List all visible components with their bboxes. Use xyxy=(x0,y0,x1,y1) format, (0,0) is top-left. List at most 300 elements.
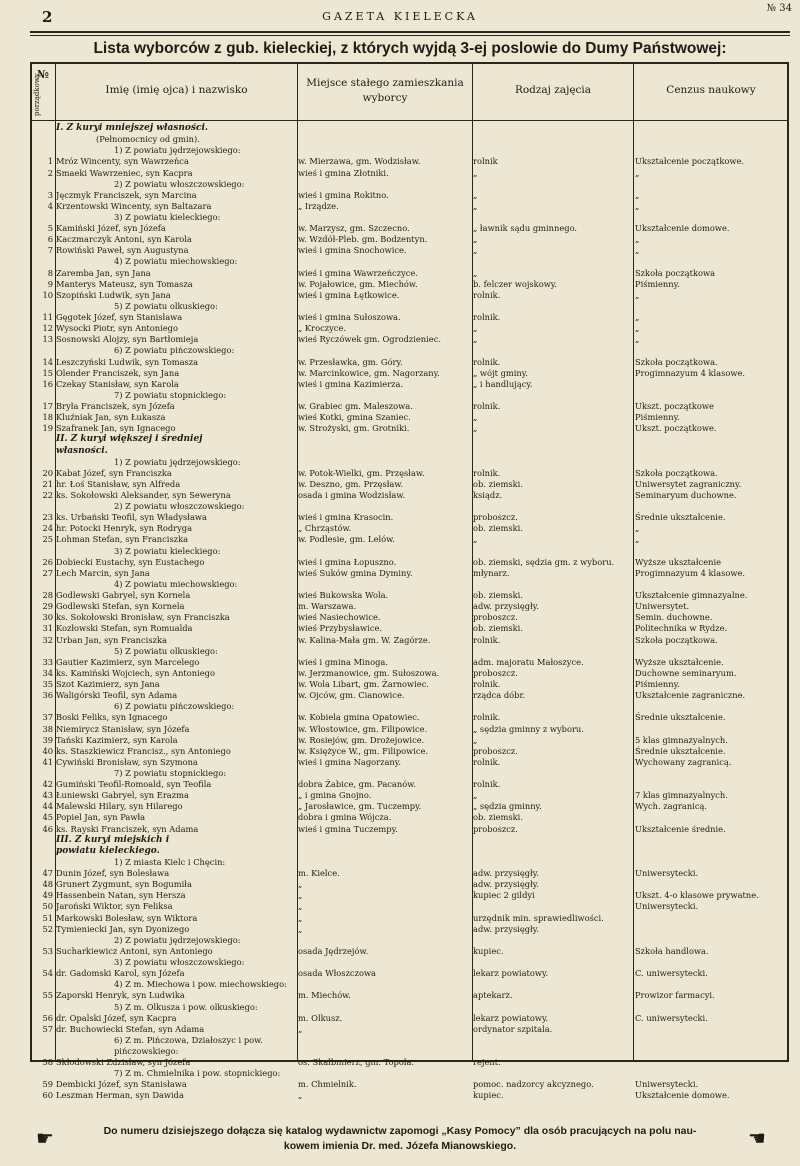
voter-name: Boski Feliks, syn Ignacego xyxy=(56,712,168,723)
page-number: 2 xyxy=(42,8,53,26)
district-title: 2) Z powiatu włoszczowskiego: xyxy=(114,501,245,512)
row-number: 43 xyxy=(42,790,53,801)
district-title: 4) Z m. Miechowa i pow. miechowskiego: xyxy=(114,979,287,990)
table-row xyxy=(31,824,788,835)
table-row xyxy=(31,801,788,812)
occupation: pomoc. nadzorcy akcyznego. xyxy=(473,1079,594,1090)
table-row xyxy=(31,1090,788,1101)
row-number: 55 xyxy=(42,990,53,1001)
table-row xyxy=(31,156,788,167)
table-row xyxy=(31,412,788,423)
education-census: Seminaryum duchowne. xyxy=(635,490,737,500)
voter-name: Leszczyński Ludwik, syn Tomasza xyxy=(56,356,199,367)
column-header-number xyxy=(31,64,55,118)
voter-name: Gęgotek Józef, syn Stanisława xyxy=(56,312,183,322)
table-row xyxy=(31,612,788,623)
subsection-heading xyxy=(31,256,788,267)
voter-name: ks. Rayski Franciszek, syn Adama xyxy=(56,823,199,834)
table-row xyxy=(31,590,788,601)
header-rule-thin xyxy=(30,35,790,36)
education-census: Piśmienny. xyxy=(635,278,680,289)
occupation: ksiądz. xyxy=(473,490,503,500)
education-census: Średnie ukształcenie. xyxy=(635,512,726,523)
row-number: 41 xyxy=(42,756,53,767)
district-title: 5) Z powiatu olkuskiego: xyxy=(114,645,218,656)
education-census: Średnie ukształcenie. xyxy=(635,745,726,756)
table-row xyxy=(31,790,788,801)
education-census: Uniwersytecki. xyxy=(635,901,699,912)
district-title: 1) Z powiatu jędrzejowskiego: xyxy=(114,456,241,467)
row-number: 12 xyxy=(42,323,53,334)
row-number: 21 xyxy=(42,478,53,489)
list-title: Lista wyborców z gub. kieleckiej, z których wyjdą 3-ej poslowie do Dumy Państwowej: xyxy=(93,40,727,57)
residence: „ xyxy=(298,901,303,912)
occupation: proboszcz. xyxy=(473,823,518,834)
section-title: własności. xyxy=(56,445,108,456)
residence: w. Ojców, gm. Cianowice. xyxy=(298,690,405,701)
residence: wieś i gmina Złotniki. xyxy=(298,167,389,178)
education-census: „ xyxy=(635,523,640,534)
residence: w. Księżyce W., gm. Filipowice. xyxy=(298,745,429,756)
education-census: Uniwersytet zagraniczny. xyxy=(635,478,742,489)
occupation: ob. ziemski, sędzia gm. z wyboru. xyxy=(473,556,615,567)
education-census: „ xyxy=(635,245,640,256)
district-title: (Pełnomocnicy od gmin). xyxy=(96,134,200,145)
voter-name: Krzentowski Wincenty, syn Baltazara xyxy=(56,200,212,211)
voter-name: Dembicki Józef, syn Stanisława xyxy=(56,1079,187,1090)
occupation: ob. ziemski. xyxy=(473,478,523,489)
district-title: 4) Z powiatu miechowskiego: xyxy=(114,256,238,267)
voter-name: dr. Buchowiecki Stefan, syn Adama xyxy=(56,1023,205,1034)
row-number: 19 xyxy=(42,423,53,434)
voter-name: ks. Sokołowski Aleksander, syn Seweryna xyxy=(56,490,231,500)
subsection-heading xyxy=(31,179,788,190)
row-number: 57 xyxy=(42,1023,53,1034)
residence: w. Wzdół-Pleb. gm. Bodzentyn. xyxy=(298,234,428,245)
district-title: 1) Z miasta Kielc i Chęcin: xyxy=(114,856,226,867)
district-title: pińczowskiego: xyxy=(114,1046,179,1056)
row-number: 13 xyxy=(42,334,53,345)
table-row xyxy=(31,523,788,534)
residence: w. Podlesie, gm. Lelów. xyxy=(298,534,395,545)
residence: wieś i gmina Minoga. xyxy=(298,656,388,667)
occupation: „ wójt gminy. xyxy=(473,367,528,378)
subsection-heading xyxy=(31,390,788,401)
table-row xyxy=(31,724,788,735)
education-census: Duchowne seminaryum. xyxy=(635,667,737,678)
residence: „ Chrząstów. xyxy=(298,523,352,534)
residence: w. Strożyski, gm. Grotniki. xyxy=(298,423,410,434)
column-header-name: Imię (imię ojca) i nazwisko xyxy=(105,84,248,97)
education-census: Ukształcenie zagraniczne. xyxy=(635,690,746,701)
subsection-heading xyxy=(31,957,788,968)
occupation: „ i handlujący. xyxy=(473,378,533,389)
education-census: Uniwersytecki. xyxy=(635,868,699,878)
voter-name: Sucharkiewicz Antoni, syn Antoniego xyxy=(56,945,213,956)
voter-name: Kluźniak Jan, syn Łukasza xyxy=(56,412,166,423)
voter-name: Grunert Zygmunt, syn Bogumiła xyxy=(56,879,192,890)
row-number: 59 xyxy=(42,1079,53,1090)
education-census: „ xyxy=(635,189,640,200)
education-census: Szkoła początkowa xyxy=(635,267,716,278)
pointing-hand-icon: ☛ xyxy=(36,1126,54,1150)
occupation: kupiec 2 gildyi xyxy=(473,890,535,901)
residence: w. Jerzmanowice, gm. Sułoszowa. xyxy=(298,667,440,678)
residence: wieś i gmina Łopuszno. xyxy=(298,556,397,567)
table-row xyxy=(31,334,788,345)
education-census: „ xyxy=(635,323,640,334)
residence: „ xyxy=(298,1023,303,1034)
occupation: adm. majoratu Małoszyce. xyxy=(473,656,584,667)
row-number: 28 xyxy=(42,590,53,600)
voter-name: Kaczmarczyk Antoni, syn Karola xyxy=(56,234,192,245)
voter-name: Jaroński Wiktor, syn Feliksa xyxy=(56,901,173,912)
education-census: Progimnazyum 4 klasowe. xyxy=(635,567,746,578)
occupation: „ xyxy=(473,245,478,256)
footer-line: kowem imienia Dr. med. Józefa Mianowskiego. xyxy=(283,1140,517,1152)
occupation: adw. przysięgły. xyxy=(473,601,540,612)
residence: wieś Bukowska Wola. xyxy=(298,590,389,600)
district-title: 5) Z powiatu olkuskiego: xyxy=(114,300,218,311)
voter-name: dr. Opalski Józef, syn Kacpra xyxy=(56,1012,177,1023)
occupation: rolnik. xyxy=(473,356,501,367)
residence: wieś Ryczówek gm. Ogrodzieniec. xyxy=(298,334,442,345)
subsection-heading xyxy=(31,546,788,557)
occupation: „ xyxy=(473,534,478,545)
district-title: 7) Z powiatu stopnickiego: xyxy=(114,389,227,400)
row-number: 3 xyxy=(47,189,53,200)
occupation: rejent. xyxy=(473,1057,501,1068)
voter-name: Bryła Franciszek, syn Józefa xyxy=(56,401,175,411)
subsection-heading xyxy=(31,457,788,468)
newspaper-title: GAZETA KIELECKA xyxy=(322,10,478,23)
education-census: Ukszt. 4-o klasowe prywatne. xyxy=(635,890,759,901)
education-census: „ xyxy=(635,167,640,178)
table-row xyxy=(31,757,788,768)
row-number: 14 xyxy=(42,356,53,367)
number-subheader: porządkowy xyxy=(33,73,41,116)
row-number: 52 xyxy=(42,923,53,934)
row-number: 33 xyxy=(42,656,53,667)
residence: osada Włoszczowa xyxy=(298,968,376,979)
residence: w. Potok-Wielki, gm. Przęsław. xyxy=(298,467,425,478)
table-row xyxy=(31,401,788,412)
table-row xyxy=(31,223,788,234)
occupation: ob. ziemski. xyxy=(473,812,523,823)
table-row xyxy=(31,1024,788,1035)
occupation: lekarz powiatowy. xyxy=(473,1012,549,1023)
education-census: C. uniwersytecki. xyxy=(635,968,708,979)
table-row xyxy=(31,635,788,646)
district-title: 3) Z powiatu włoszczowskiego: xyxy=(114,957,245,967)
district-title: 3) Z powiatu kieleckiego: xyxy=(114,212,221,222)
section-heading xyxy=(31,846,788,857)
column-header-census: Cenzus naukowy xyxy=(666,84,756,97)
pointing-hand-icon: ☚ xyxy=(748,1126,766,1150)
row-number: 10 xyxy=(42,289,53,300)
table-row xyxy=(31,490,788,501)
row-number: 1 xyxy=(47,156,53,167)
education-census: 7 klas gimnazyalnych. xyxy=(635,790,728,801)
residence: w. Grabiec gm. Maleszowa. xyxy=(298,401,413,411)
row-number: 5 xyxy=(47,223,53,234)
education-census: Średnie ukształcenie. xyxy=(635,712,726,723)
voter-name: Łuniewski Gabryel, syn Erazma xyxy=(56,790,189,801)
residence: wieś Nasiechowice. xyxy=(298,612,381,623)
district-title: 6) Z powiatu pińczowskiego: xyxy=(114,345,235,356)
occupation: „ xyxy=(473,200,478,211)
section-heading xyxy=(31,835,788,846)
table-row xyxy=(31,512,788,523)
table-row xyxy=(31,1013,788,1024)
row-number: 6 xyxy=(47,234,53,245)
voter-name: ks. Staszkiewicz Francisz., syn Antoniego xyxy=(56,745,231,756)
table-row xyxy=(31,879,788,890)
voter-name: Zaremba Jan, syn Jana xyxy=(56,267,151,278)
residence: w. Rosiejów, gm. Drożejowice. xyxy=(298,734,425,745)
table-row xyxy=(31,168,788,179)
residence: wieś i gmina Łętkowice. xyxy=(298,289,400,300)
occupation: „ xyxy=(473,423,478,434)
row-number: 26 xyxy=(42,556,53,567)
voter-name: Mróz Wincenty, syn Wawrzeńca xyxy=(56,156,189,167)
table-row xyxy=(31,245,788,256)
table-row xyxy=(31,946,788,957)
residence: w. Marzysz, gm. Szczecno. xyxy=(298,223,410,234)
occupation: adw. przysięgły. xyxy=(473,868,540,878)
table-row xyxy=(31,312,788,323)
table-row xyxy=(31,357,788,368)
subsection-heading xyxy=(31,345,788,356)
education-census: Wychowany zagranicą. xyxy=(635,756,732,767)
voter-name: Hassenbein Natan, syn Hersza xyxy=(56,890,186,901)
voter-name: Lohman Stefan, syn Franciszka xyxy=(56,534,189,545)
row-number: 29 xyxy=(42,601,53,612)
voter-name: Zaporski Henryk, syn Ludwika xyxy=(56,990,185,1001)
occupation: proboszcz. xyxy=(473,612,518,623)
education-census: „ xyxy=(635,334,640,345)
voter-name: Manterys Mateusz, syn Tomasza xyxy=(56,278,193,289)
voter-name: Wysocki Piotr, syn Antoniego xyxy=(56,323,178,334)
row-number: 54 xyxy=(42,968,53,979)
voter-name: Gumiński Teofil-Romoald, syn Teofila xyxy=(56,779,212,790)
residence: w. Przesławka, gm. Góry. xyxy=(298,356,403,367)
voter-name: Malewski Hilary, syn Hilarego xyxy=(56,801,183,812)
footer-notice xyxy=(0,1124,800,1164)
section-title: I. Z kuryi mniejszej własności. xyxy=(56,123,208,133)
occupation: adw. przysięgły. xyxy=(473,879,540,890)
voter-name: Kabat Józef, syn Franciszka xyxy=(56,467,172,478)
residence: dobra Żabice, gm. Pacanów. xyxy=(298,779,416,790)
education-census: Wych. zagranicą. xyxy=(635,801,708,812)
row-number: 27 xyxy=(42,567,53,578)
subsection-heading xyxy=(31,646,788,657)
residence: „ Irządze. xyxy=(298,200,339,211)
voter-name: hr. Potocki Henryk, syn Rodryga xyxy=(56,523,193,534)
residence: „ xyxy=(298,912,303,923)
voter-name: Tymieniecki Jan, syn Dyonizego xyxy=(56,923,190,934)
voter-name: Jęczmyk Franciszek, syn Marcina xyxy=(56,189,197,200)
occupation: „ xyxy=(473,189,478,200)
subsection-heading xyxy=(31,1035,788,1046)
table-row xyxy=(31,812,788,823)
residence: „ Jarosławice, gm. Tuczempy. xyxy=(298,801,422,812)
row-number: 35 xyxy=(42,679,53,689)
residence: wieś i gmina Krasocin. xyxy=(298,512,394,523)
table-row xyxy=(31,368,788,379)
occupation: „ xyxy=(473,234,478,245)
voter-name: Szopiński Ludwik, syn Jana xyxy=(56,289,171,300)
voter-name: Czekay Stanisław, syn Karola xyxy=(56,378,179,389)
subsection-heading xyxy=(31,501,788,512)
voter-name: Leszman Herman, syn Dawida xyxy=(56,1090,184,1101)
occupation: „ sędzia gminny z wyboru. xyxy=(473,723,584,734)
row-number: 32 xyxy=(42,634,53,645)
voter-name: Rowiński Paweł, syn Augustyna xyxy=(56,245,189,256)
education-census: Piśmienny. xyxy=(635,679,680,689)
voter-name: Gautier Kazimierz, syn Marcelego xyxy=(56,656,200,667)
education-census: Ukształcenie średnie. xyxy=(635,823,726,834)
row-number: 38 xyxy=(42,723,53,734)
district-title: 2) Z powiatu jędrzejowskiego: xyxy=(114,934,241,945)
education-census: Politechnika w Rydze. xyxy=(635,623,728,634)
table-row xyxy=(31,924,788,935)
voter-name: Sosnowski Alojzy, syn Bartłomieja xyxy=(56,334,199,345)
education-census: Szkoła początkowa. xyxy=(635,356,718,367)
column-header-occupation: Rodzaj zajęcia xyxy=(514,84,592,97)
residence: „ xyxy=(298,879,303,890)
residence: w. Wola Libart, gm. Żarnowiec. xyxy=(298,679,430,689)
table-row xyxy=(31,746,788,757)
education-census: Szkoła początkowa. xyxy=(635,634,718,645)
occupation: kupiec. xyxy=(473,1090,504,1101)
subsection-heading xyxy=(31,145,788,156)
district-title: 6) Z powiatu pińczowskiego: xyxy=(114,701,235,712)
row-number: 17 xyxy=(42,401,53,411)
row-number: 15 xyxy=(42,367,53,378)
page-header xyxy=(0,0,800,30)
residence: m. Warszawa. xyxy=(298,601,357,612)
section-heading xyxy=(31,446,788,457)
voter-name: Szafranek Jan, syn Ignacego xyxy=(56,423,176,434)
occupation: rolnik. xyxy=(473,712,501,723)
subsection-heading xyxy=(31,857,788,868)
voter-name: Cywiński Bronisław, syn Szymona xyxy=(56,756,198,767)
education-census: Ukszt. początkowe xyxy=(635,401,714,411)
voter-name: Godlewski Stefan, syn Kornela xyxy=(56,601,185,612)
row-number: 22 xyxy=(42,490,53,500)
education-census: „ xyxy=(635,312,640,322)
voter-name: Szot Kazimierz, syn Jana xyxy=(56,679,160,689)
education-census: C. uniwersytecki. xyxy=(635,1012,708,1023)
residence: m. Olkusz. xyxy=(298,1012,343,1023)
row-number: 36 xyxy=(42,690,53,701)
voter-name: dr. Gadomski Karol, syn Józefa xyxy=(56,968,185,979)
education-census: Wyższe ukształcenie xyxy=(635,556,722,567)
education-census: Uniwersytet. xyxy=(635,601,690,612)
education-census: „ xyxy=(635,534,640,545)
row-number: 34 xyxy=(42,667,53,678)
table-row xyxy=(31,190,788,201)
education-census: Uniwersytecki. xyxy=(635,1079,699,1090)
occupation: urzędnik min. sprawiedliwości. xyxy=(473,912,604,923)
occupation: rolnik. xyxy=(473,312,501,322)
residence: w. Kobiela gmina Opatowiec. xyxy=(298,712,420,723)
district-title: 6) Z m. Pińczowa, Działoszyc i pow. xyxy=(114,1034,263,1045)
row-number: 58 xyxy=(42,1057,53,1068)
residence: m. Kielce. xyxy=(298,868,340,878)
table-row xyxy=(31,657,788,668)
occupation: rolnik. xyxy=(473,467,501,478)
section-heading xyxy=(31,123,788,134)
education-census: Szkoła początkowa. xyxy=(635,467,718,478)
number-sign: № xyxy=(37,68,49,81)
occupation: ordynator szpitala. xyxy=(473,1023,553,1034)
occupation: młynarz. xyxy=(473,567,510,578)
occupation: „ sędzia gminny. xyxy=(473,801,542,812)
column-header-place: Miejsce stałego zamieszkania wyborcy xyxy=(306,76,464,104)
education-census: „ xyxy=(635,234,640,245)
subsection-heading xyxy=(31,1068,788,1079)
subsection-heading xyxy=(31,1002,788,1013)
footer-line: Do numeru dzisiejszego dołącza się katalog wydawnictw zapomogi „Kasy Pomocy” dla osób pracujących na polu nau- xyxy=(103,1125,697,1137)
occupation: rolnik xyxy=(473,156,498,167)
table-row xyxy=(31,234,788,245)
district-title: 7) Z m. Chmielnika i pow. stopnickiego: xyxy=(114,1068,281,1079)
table-row xyxy=(31,268,788,279)
residence: wieś i gmina Snochowice. xyxy=(298,245,407,256)
occupation: rządca dóbr. xyxy=(473,690,526,701)
voter-name: Smaeki Wawrzeniec, syn Kacpra xyxy=(56,167,193,178)
district-title: 7) Z powiatu stopnickiego: xyxy=(114,768,227,778)
voter-name: Urban Jan, syn Franciszka xyxy=(56,634,167,645)
district-title: 1) Z powiatu jędrzejowskiego: xyxy=(114,145,241,156)
residence: w. Mierzawa, gm. Wodzisław. xyxy=(298,156,421,167)
section-title: II. Z kuryi większej i średniej xyxy=(56,434,203,445)
row-number: 8 xyxy=(47,267,53,278)
table-row xyxy=(31,323,788,334)
residence: „ Kroczyce. xyxy=(298,323,346,334)
table-row xyxy=(31,868,788,879)
row-number: 11 xyxy=(42,312,53,322)
voter-name: Tański Kazimierz, syn Karola xyxy=(56,734,178,745)
residence: w. Pojałowice, gm. Miechów. xyxy=(298,278,418,289)
table-row xyxy=(31,712,788,723)
row-number: 39 xyxy=(42,734,53,745)
voter-name: Waligórski Teofil, syn Adama xyxy=(56,690,178,701)
table-row xyxy=(31,479,788,490)
table-row xyxy=(31,423,788,434)
row-number: 46 xyxy=(42,823,53,834)
occupation: „ ławnik sądu gminnego. xyxy=(473,223,578,234)
education-census: Semin. duchowne. xyxy=(635,612,713,623)
education-census: Ukształcenie początkowe. xyxy=(635,156,744,167)
residence: wieś Suków gmina Dyminy. xyxy=(298,567,413,578)
occupation: kupiec. xyxy=(473,945,504,956)
residence: „ i gmina Gnojno. xyxy=(298,790,372,801)
issue-number: № 34 xyxy=(766,3,792,14)
education-census: Prowizor farmacyi. xyxy=(635,990,715,1001)
subsection-heading xyxy=(31,301,788,312)
subsection-heading xyxy=(31,979,788,990)
education-census: Ukształcenie gimnazyalne. xyxy=(635,590,748,600)
education-census: Ukszt. początkowe. xyxy=(635,423,717,434)
residence: „ xyxy=(298,923,303,934)
table-row xyxy=(31,690,788,701)
row-number: 9 xyxy=(47,278,53,289)
residence: wieś i gmina Tuczempy. xyxy=(298,823,398,834)
education-census: 5 klas gimnazyalnych. xyxy=(635,734,728,745)
